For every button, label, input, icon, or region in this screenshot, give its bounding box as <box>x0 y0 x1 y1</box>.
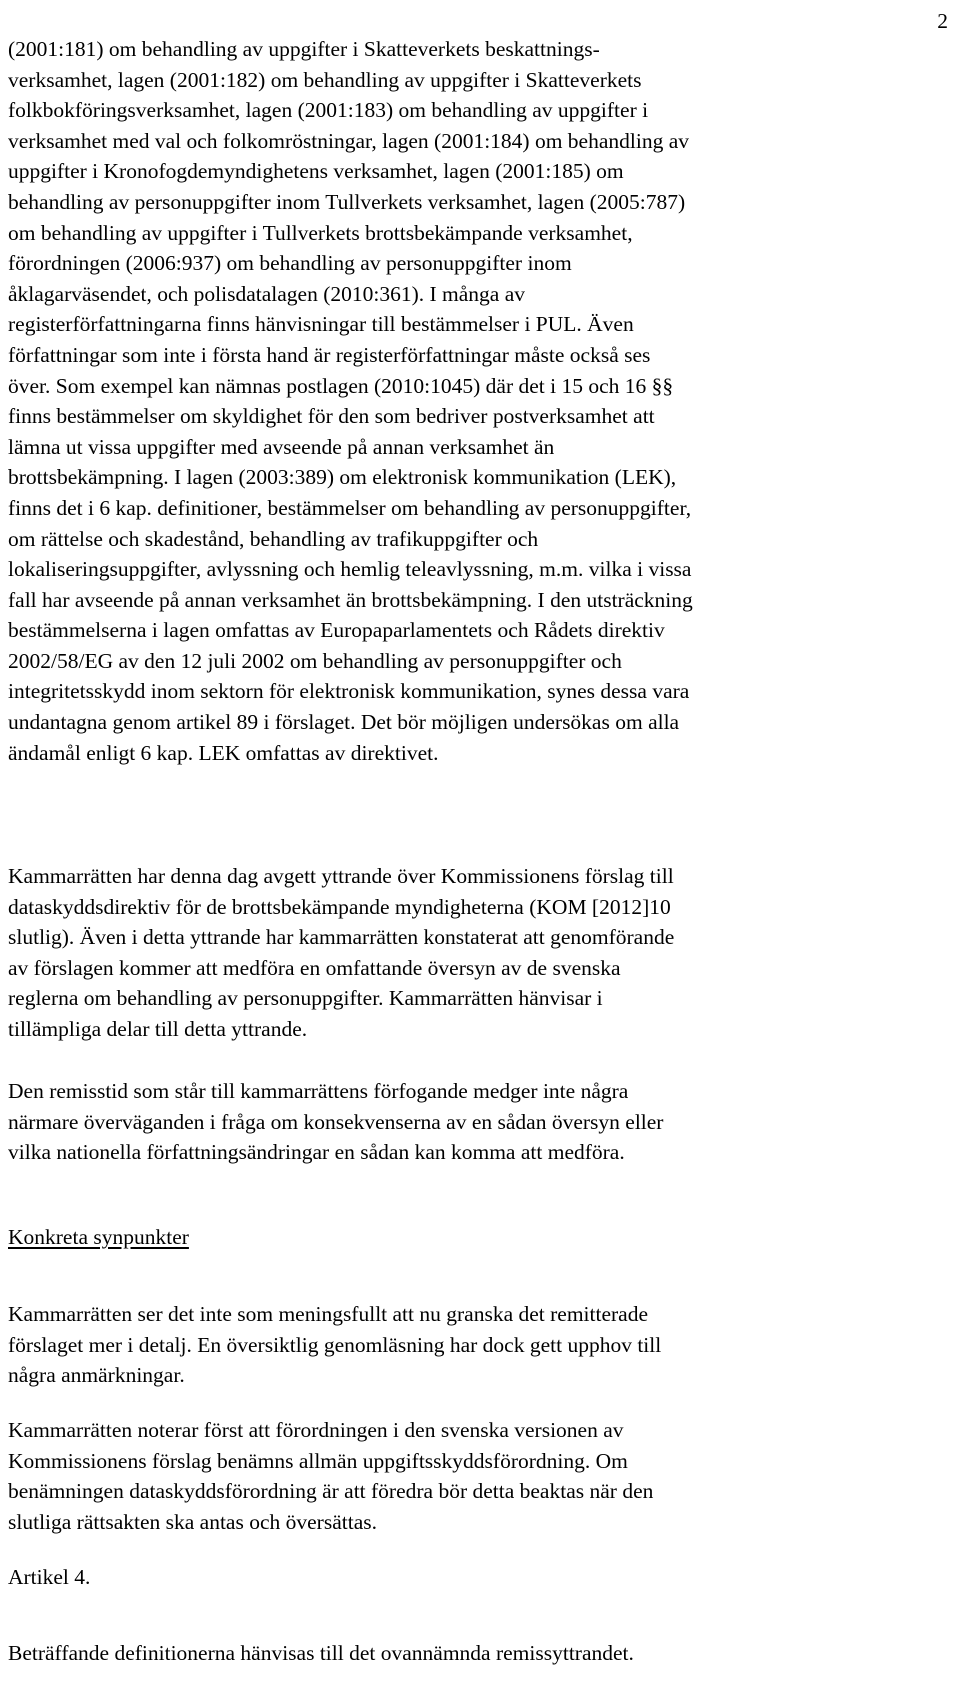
article-label: Artikel 4. <box>8 1565 91 1589</box>
paragraph-forordning-benamning: Kammarrätten noterar först att förordningen i den svenska versionen av Kommissionens förslag benämns allmän uppgiftsskyddsförordning. Om benämningen dataskyddsförordning är att föredra bör detta beaktas när den slutliga rättsakten ska antas och översättas. <box>8 1418 654 1534</box>
paragraph-registerforfattningar: (2001:181) om behandling av uppgifter i Skatteverkets beskattnings- verksamhet, lagen (2001:182) om behandling av uppgifter i Skatteverkets folkbokföringsverksamhet, lagen (2001:183) om behandling av uppgifter i verksamhet med val och folkomröstningar, lagen (2001:184) om behandling av uppgifter i Kronofogdemyndighetens verksamhet, lagen (2001:185) om behandling av personuppgifter inom Tullverkets verksamhet, lagen (2005:787) om behandling av uppgifter i Tullverkets brottsbekämpande verksamhet, förordningen (2006:937) om behandling av personuppgifter inom åklagarväsendet, och polisdatalagen (2010:361). I många av registerförfattningarna finns hänvisningar till bestämmelser i PUL. Även författningar som inte i första hand är registerförfattningar måste också ses över. Som exempel kan nämnas postlagen (2010:1045) där det i 15 och 16 §§ finns bestämmelser om skyldighet för den som bedriver postverksamhet att lämna ut vissa uppgifter med avseende på annan verksamhet än brottsbekämpning. I lagen (2003:389) om elektronisk kommunikation (LEK), finns det i 6 kap. definitioner, bestämmelser om behandling av personuppgifter, om rättelse och skadestånd, behandling av trafikuppgifter och lokaliseringsuppgifter, avlyssning och hemlig teleavlyssning, m.m. vilka i vissa fall har avseende på annan verksamhet än brottsbekämpning. I den utsträckning bestämmelserna i lagen omfattas av Europaparlamentets och Rådets direktiv 2002/58/EG av den 12 juli 2002 om behandling av personuppgifter och integritetsskydd inom sektorn för elektronisk kommunikation, synes dessa vara undantagna genom artikel 89 i förslaget. Det bör möjligen undersökas om alla ändamål enligt 6 kap. LEK omfattas av direktivet. <box>8 37 693 765</box>
section-heading-konkreta-synpunkter: Konkreta synpunkter <box>8 1225 189 1249</box>
paragraph-dataskyddsdirektiv: Kammarrätten har denna dag avgett yttrande över Kommissionens förslag till dataskyddsdirektiv för de brottsbekämpande myndigheterna (KOM [2012]10 slutlig). Även i detta yttrande har kammarrätten konstaterat att genomförande av förslagen kommer att medföra en omfattande översyn av de svenska reglerna om behandling av personuppgifter. Kammarrätten hänvisar i tillämpliga delar till detta yttrande. <box>8 864 675 1041</box>
paragraph-granskning: Kammarrätten ser det inte som meningsfullt att nu granska det remitterade förslaget mer i detalj. En översiktlig genomläsning har dock gett upphov till några anmärkningar. <box>8 1302 662 1388</box>
paragraph-definitioner: Beträffande definitionerna hänvisas till det ovannämnda remissyttrandet. <box>8 1641 634 1665</box>
page-number: 2 <box>937 9 948 33</box>
paragraph-remisstid: Den remisstid som står till kammarrättens förfogande medger inte några närmare överväganden i fråga om konsekvenserna av en sådan översyn eller vilka nationella författningsändringar en sådan kan komma att medföra. <box>8 1079 664 1165</box>
